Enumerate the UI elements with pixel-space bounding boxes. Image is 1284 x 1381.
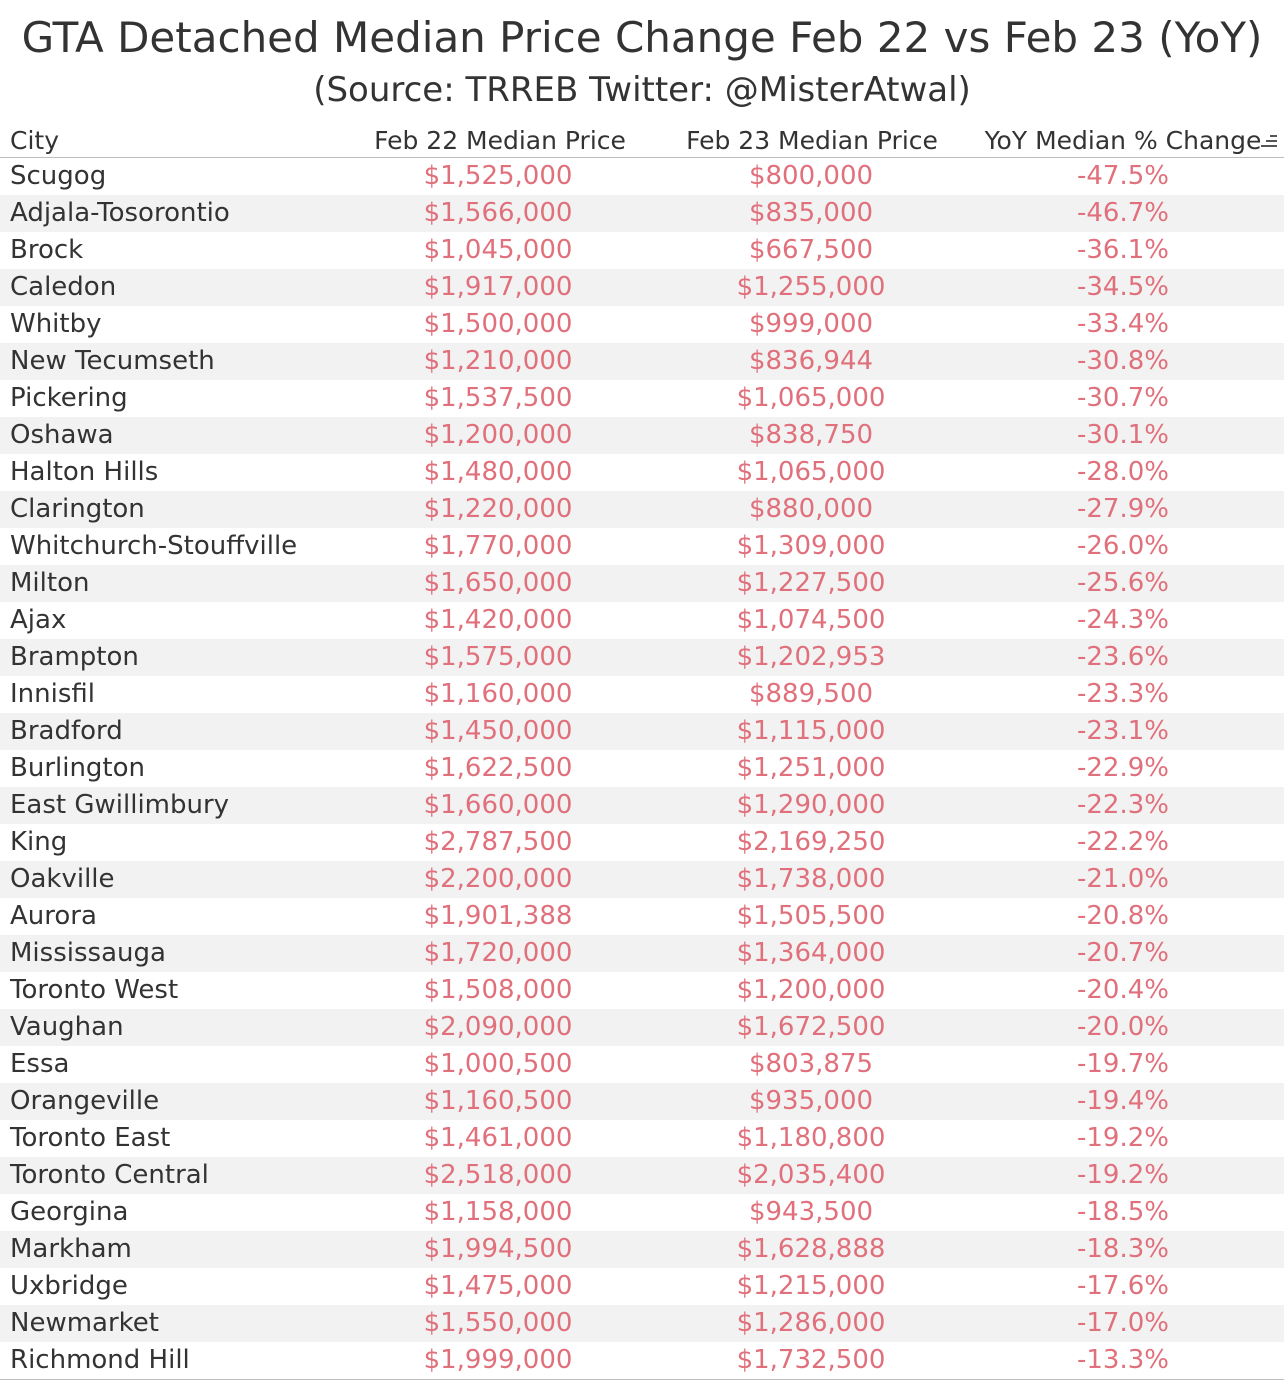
table-row — [0, 1231, 1284, 1268]
feb23-price-cell: $1,505,500 — [736, 901, 886, 931]
feb22-price-cell: $1,450,000 — [423, 716, 573, 746]
feb22-price-cell: $1,999,000 — [423, 1345, 573, 1375]
city-cell: Toronto Central — [10, 1160, 209, 1190]
city-cell: Pickering — [10, 383, 128, 413]
table-row — [0, 343, 1284, 380]
feb22-price-cell: $1,525,000 — [423, 161, 573, 191]
feb22-price-cell: $1,210,000 — [423, 346, 573, 376]
city-cell: East Gwillimbury — [10, 790, 230, 820]
feb23-price-cell: $1,255,000 — [736, 272, 886, 302]
table-row — [0, 676, 1284, 713]
feb23-price-cell: $1,286,000 — [736, 1308, 886, 1338]
table-row — [0, 565, 1284, 602]
feb23-price-cell: $1,065,000 — [736, 383, 886, 413]
feb23-price-cell: $1,672,500 — [736, 1012, 886, 1042]
feb22-price-cell: $1,622,500 — [423, 753, 573, 783]
city-cell: Markham — [10, 1234, 132, 1264]
yoy-change-cell: -17.0% — [1077, 1308, 1169, 1338]
feb23-price-cell: $803,875 — [748, 1049, 874, 1079]
feb23-price-cell: $880,000 — [748, 494, 874, 524]
city-cell: Oshawa — [10, 420, 114, 450]
yoy-change-cell: -24.3% — [1077, 605, 1169, 635]
city-cell: Bradford — [10, 716, 123, 746]
city-cell: Aurora — [10, 901, 97, 931]
yoy-change-cell: -18.3% — [1077, 1234, 1169, 1264]
feb23-price-cell: $667,500 — [748, 235, 874, 265]
feb22-price-cell: $1,475,000 — [423, 1271, 573, 1301]
feb23-price-cell: $836,944 — [748, 346, 874, 376]
yoy-change-cell: -23.3% — [1077, 679, 1169, 709]
feb22-price-cell: $2,200,000 — [423, 864, 573, 894]
feb22-price-cell: $2,090,000 — [423, 1012, 573, 1042]
feb22-price-cell: $1,420,000 — [423, 605, 573, 635]
feb23-price-cell: $1,065,000 — [736, 457, 886, 487]
chart-subtitle: (Source: TRREB Twitter: @MisterAtwal) — [313, 70, 971, 110]
feb23-price-cell: $1,309,000 — [736, 531, 886, 561]
table-row — [0, 158, 1284, 195]
feb23-price-cell: $2,169,250 — [736, 827, 886, 857]
table-row — [0, 454, 1284, 491]
city-cell: Oakville — [10, 864, 115, 894]
table-row — [0, 380, 1284, 417]
feb23-price-cell: $935,000 — [748, 1086, 874, 1116]
city-cell: Brampton — [10, 642, 139, 672]
table-row — [0, 232, 1284, 269]
column-header-feb23-median-price[interactable]: Feb 23 Median Price — [686, 126, 938, 155]
table-row — [0, 1305, 1284, 1342]
yoy-change-cell: -20.0% — [1077, 1012, 1169, 1042]
feb23-price-cell: $800,000 — [748, 161, 874, 191]
feb23-price-cell: $835,000 — [748, 198, 874, 228]
feb22-price-cell: $1,000,500 — [423, 1049, 573, 1079]
yoy-change-cell: -47.5% — [1077, 161, 1169, 191]
feb23-price-cell: $2,035,400 — [736, 1160, 886, 1190]
feb22-price-cell: $1,660,000 — [423, 790, 573, 820]
yoy-change-cell: -33.4% — [1077, 309, 1169, 339]
feb22-price-cell: $1,461,000 — [423, 1123, 573, 1153]
table-row — [0, 1083, 1284, 1120]
city-cell: Newmarket — [10, 1308, 159, 1338]
feb23-price-cell: $1,364,000 — [736, 938, 886, 968]
yoy-change-cell: -46.7% — [1077, 198, 1169, 228]
table-row — [0, 195, 1284, 232]
city-cell: Essa — [10, 1049, 70, 1079]
price-change-table — [0, 125, 1284, 1379]
table-row — [0, 639, 1284, 676]
feb23-price-cell: $838,750 — [748, 420, 874, 450]
feb23-price-cell: $889,500 — [748, 679, 874, 709]
feb22-price-cell: $1,566,000 — [423, 198, 573, 228]
city-cell: Ajax — [10, 605, 67, 635]
table-row — [0, 861, 1284, 898]
table-row — [0, 1009, 1284, 1046]
feb22-price-cell: $1,508,000 — [423, 975, 573, 1005]
feb23-price-cell: $1,202,953 — [736, 642, 886, 672]
feb22-price-cell: $1,994,500 — [423, 1234, 573, 1264]
feb22-price-cell: $1,045,000 — [423, 235, 573, 265]
table-row — [0, 935, 1284, 972]
table-row — [0, 1342, 1284, 1379]
feb22-price-cell: $1,720,000 — [423, 938, 573, 968]
city-cell: Orangeville — [10, 1086, 160, 1116]
table-header-row — [0, 125, 1284, 158]
yoy-change-cell: -22.2% — [1077, 827, 1169, 857]
feb22-price-cell: $1,480,000 — [423, 457, 573, 487]
city-cell: Richmond Hill — [10, 1345, 190, 1375]
table-row — [0, 787, 1284, 824]
feb23-price-cell: $1,200,000 — [736, 975, 886, 1005]
table-row — [0, 306, 1284, 343]
yoy-change-cell: -25.6% — [1077, 568, 1169, 598]
table-bottom-border — [0, 1379, 1284, 1380]
yoy-change-cell: -22.3% — [1077, 790, 1169, 820]
yoy-change-cell: -34.5% — [1077, 272, 1169, 302]
yoy-change-cell: -36.1% — [1077, 235, 1169, 265]
city-cell: Scugog — [10, 161, 107, 191]
city-cell: Burlington — [10, 753, 146, 783]
table-row — [0, 1120, 1284, 1157]
city-cell: Caledon — [10, 272, 117, 302]
table-row — [0, 269, 1284, 306]
column-header-yoy-median-change[interactable]: YoY Median % Change — [984, 126, 1262, 155]
city-cell: Toronto East — [10, 1123, 171, 1153]
yoy-change-cell: -28.0% — [1077, 457, 1169, 487]
table-row — [0, 528, 1284, 565]
feb22-price-cell: $2,787,500 — [423, 827, 573, 857]
city-cell: Whitchurch-Stouffville — [10, 531, 298, 561]
feb23-price-cell: $1,115,000 — [736, 716, 886, 746]
sort-ascending-icon[interactable] — [1261, 133, 1277, 149]
yoy-change-cell: -20.8% — [1077, 901, 1169, 931]
feb23-price-cell: $1,074,500 — [736, 605, 886, 635]
city-cell: Uxbridge — [10, 1271, 128, 1301]
yoy-change-cell: -30.8% — [1077, 346, 1169, 376]
feb22-price-cell: $1,200,000 — [423, 420, 573, 450]
city-cell: Clarington — [10, 494, 145, 524]
yoy-change-cell: -23.6% — [1077, 642, 1169, 672]
feb22-price-cell: $1,220,000 — [423, 494, 573, 524]
table-row — [0, 750, 1284, 787]
column-header-feb22-median-price[interactable]: Feb 22 Median Price — [374, 126, 626, 155]
yoy-change-cell: -17.6% — [1077, 1271, 1169, 1301]
table-row — [0, 713, 1284, 750]
city-cell: King — [10, 827, 68, 857]
yoy-change-cell: -20.7% — [1077, 938, 1169, 968]
table-row — [0, 1046, 1284, 1083]
feb22-price-cell: $1,917,000 — [423, 272, 573, 302]
feb23-price-cell: $1,732,500 — [736, 1345, 886, 1375]
city-cell: Whitby — [10, 309, 102, 339]
feb22-price-cell: $1,575,000 — [423, 642, 573, 672]
table-row — [0, 491, 1284, 528]
feb22-price-cell: $1,158,000 — [423, 1197, 573, 1227]
table-row — [0, 824, 1284, 861]
feb22-price-cell: $1,500,000 — [423, 309, 573, 339]
city-cell: Mississauga — [10, 938, 166, 968]
table-row — [0, 602, 1284, 639]
table-row — [0, 1194, 1284, 1231]
city-cell: New Tecumseth — [10, 346, 215, 376]
city-cell: Halton Hills — [10, 457, 159, 487]
feb23-price-cell: $1,251,000 — [736, 753, 886, 783]
table-row — [0, 972, 1284, 1009]
feb22-price-cell: $1,770,000 — [423, 531, 573, 561]
yoy-change-cell: -18.5% — [1077, 1197, 1169, 1227]
feb23-price-cell: $1,180,800 — [736, 1123, 886, 1153]
table-body — [0, 158, 1284, 1379]
yoy-change-cell: -13.3% — [1077, 1345, 1169, 1375]
city-cell: Innisfil — [10, 679, 95, 709]
column-header-city[interactable]: City — [10, 126, 59, 155]
yoy-change-cell: -19.2% — [1077, 1160, 1169, 1190]
yoy-change-cell: -19.4% — [1077, 1086, 1169, 1116]
yoy-change-cell: -30.7% — [1077, 383, 1169, 413]
city-cell: Vaughan — [10, 1012, 124, 1042]
feb22-price-cell: $1,537,500 — [423, 383, 573, 413]
feb22-price-cell: $1,160,500 — [423, 1086, 573, 1116]
feb22-price-cell: $1,550,000 — [423, 1308, 573, 1338]
feb23-price-cell: $1,290,000 — [736, 790, 886, 820]
feb23-price-cell: $1,738,000 — [736, 864, 886, 894]
feb23-price-cell: $1,628,888 — [736, 1234, 886, 1264]
yoy-change-cell: -19.2% — [1077, 1123, 1169, 1153]
yoy-change-cell: -21.0% — [1077, 864, 1169, 894]
feb23-price-cell: $999,000 — [748, 309, 874, 339]
feb23-price-cell: $1,215,000 — [736, 1271, 886, 1301]
city-cell: Milton — [10, 568, 90, 598]
city-cell: Brock — [10, 235, 84, 265]
city-cell: Adjala-Tosorontio — [10, 198, 230, 228]
feb22-price-cell: $1,160,000 — [423, 679, 573, 709]
city-cell: Toronto West — [10, 975, 179, 1005]
yoy-change-cell: -27.9% — [1077, 494, 1169, 524]
yoy-change-cell: -22.9% — [1077, 753, 1169, 783]
feb22-price-cell: $1,901,388 — [423, 901, 573, 931]
table-row — [0, 1157, 1284, 1194]
yoy-change-cell: -23.1% — [1077, 716, 1169, 746]
yoy-change-cell: -20.4% — [1077, 975, 1169, 1005]
table-row — [0, 417, 1284, 454]
chart-title: GTA Detached Median Price Change Feb 22 vs Feb 23 (YoY) — [21, 13, 1263, 62]
feb23-price-cell: $1,227,500 — [736, 568, 886, 598]
feb23-price-cell: $943,500 — [748, 1197, 874, 1227]
city-cell: Georgina — [10, 1197, 129, 1227]
feb22-price-cell: $2,518,000 — [423, 1160, 573, 1190]
yoy-change-cell: -30.1% — [1077, 420, 1169, 450]
yoy-change-cell: -19.7% — [1077, 1049, 1169, 1079]
feb22-price-cell: $1,650,000 — [423, 568, 573, 598]
table-row — [0, 1268, 1284, 1305]
yoy-change-cell: -26.0% — [1077, 531, 1169, 561]
table-row — [0, 898, 1284, 935]
